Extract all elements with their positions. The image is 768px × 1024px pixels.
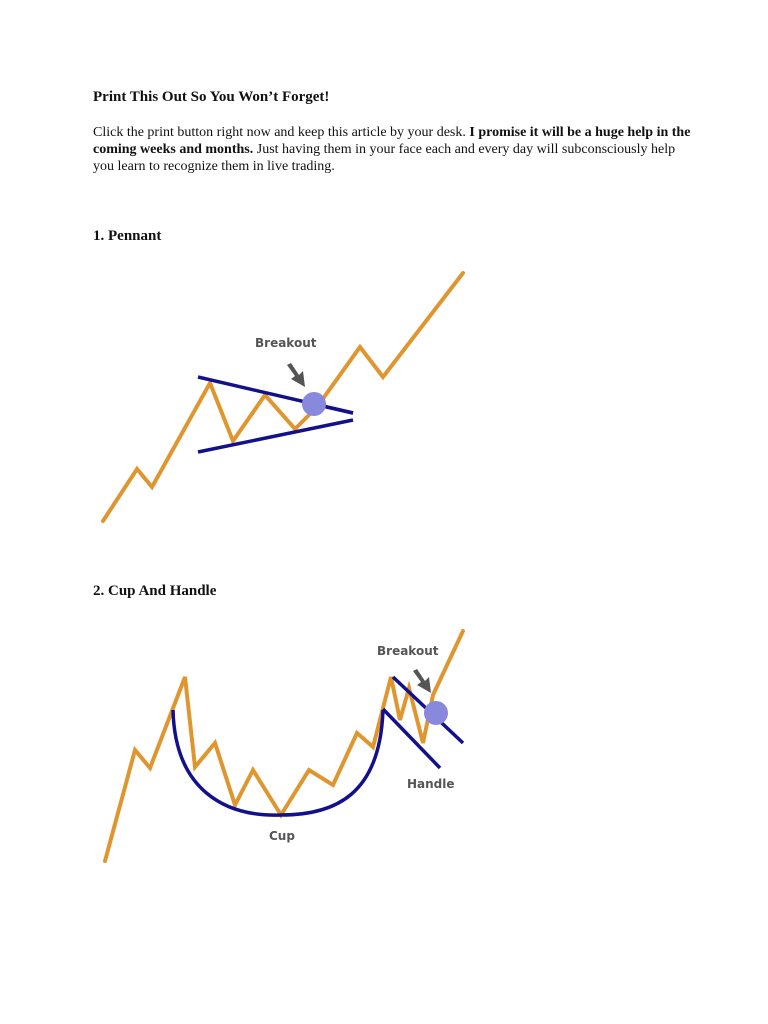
cup-breakout-marker (424, 701, 448, 725)
pennant-breakout-label: Breakout (255, 336, 317, 350)
intro-text-1: Click the print button right now and keep this article by your desk. (93, 125, 470, 140)
intro-paragraph (93, 124, 693, 175)
cup-breakout-arrow-icon (413, 669, 431, 693)
pennant-breakout-arrow-icon (287, 363, 305, 387)
section-heading-pennant: 1. Pennant (93, 228, 162, 244)
pennant-breakout-marker (302, 392, 326, 416)
cup-and-handle-diagram (95, 625, 475, 870)
page-title: Print This Out So You Won’t Forget! (93, 89, 330, 105)
cup-label: Cup (269, 829, 295, 843)
pennant-diagram (95, 265, 475, 530)
cup-curve (173, 710, 383, 815)
intro-text-2: Just having them in your face each and every day will subconsciously help you learn to recognize them in live trading. (93, 142, 676, 174)
handle-label: Handle (407, 777, 455, 791)
section-heading-cup-and-handle: 2. Cup And Handle (93, 583, 217, 599)
pennant-lower-trendline (198, 420, 353, 452)
cup-price-line (105, 631, 463, 861)
intro-bold-text: I promise it will be a huge help in the coming weeks and months. (93, 125, 691, 157)
cup-breakout-label: Breakout (377, 644, 439, 658)
